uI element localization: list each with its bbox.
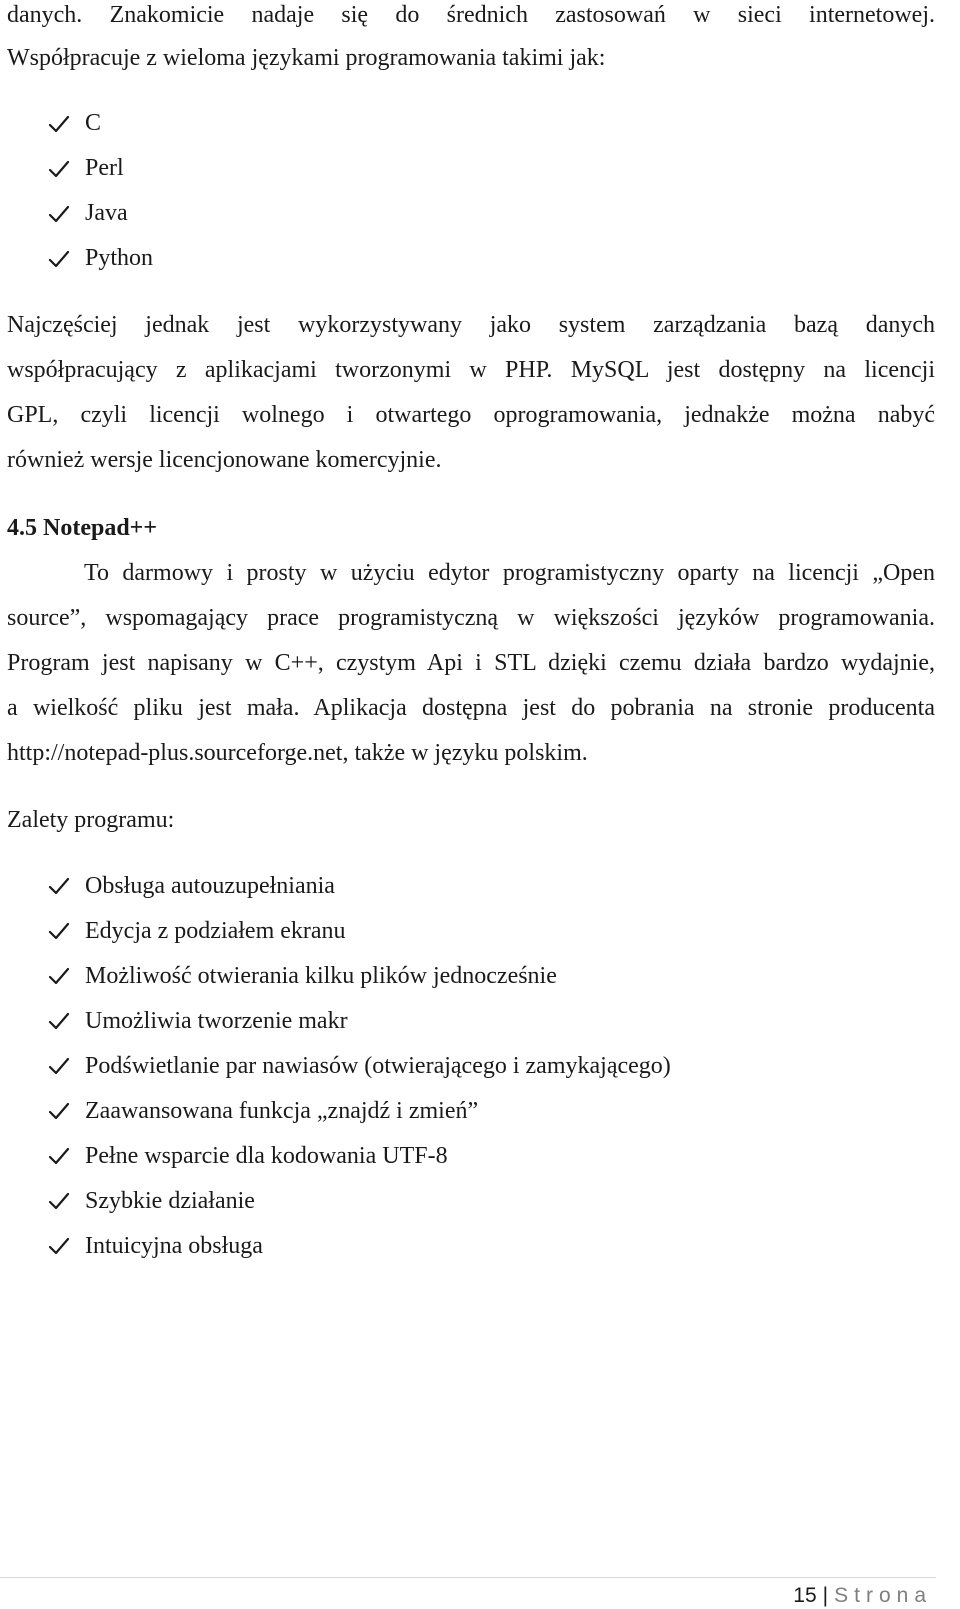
paragraph-line: współpracujący z aplikacjami tworzonymi w PHP. MySQL jest dostępny na licencji <box>7 357 935 383</box>
checkmark-icon <box>47 1234 71 1258</box>
footer-separator: | <box>822 1584 829 1607</box>
page-number: 15 <box>793 1584 817 1607</box>
checkmark-icon <box>47 964 71 988</box>
checkmark-icon <box>47 1009 71 1033</box>
advantage-item: Podświetlanie par nawiasów (otwierającego i zamykającego) <box>85 1053 671 1079</box>
advantage-item: Umożliwia tworzenie makr <box>85 1008 348 1034</box>
checkmark-icon <box>47 874 71 898</box>
paragraph-line: source”, wspomagający prace programistyczną w większości języków programowania. <box>7 605 935 631</box>
language-item: Python <box>85 245 154 271</box>
advantage-item: Edycja z podziałem ekranu <box>85 918 346 944</box>
paragraph-line: Najczęściej jednak jest wykorzystywany jako system zarządzania bazą danych <box>7 312 935 338</box>
paragraph-line: http://notepad-plus.sourceforge.net, także w języku polskim. <box>7 740 588 766</box>
checkmark-icon <box>47 919 71 943</box>
advantage-item: Możliwość otwierania kilku plików jednocześnie <box>85 963 557 989</box>
language-item: Java <box>85 200 128 226</box>
advantage-item: Intuicyjna obsługa <box>85 1233 263 1259</box>
checkmark-icon <box>47 247 71 271</box>
checkmark-icon <box>47 1099 71 1123</box>
language-item: C <box>85 110 102 136</box>
paragraph-line: GPL, czyli licencji wolnego i otwartego oprogramowania, jednakże można nabyć <box>7 402 935 428</box>
page-footer <box>793 1584 932 1608</box>
footer-divider <box>0 1577 936 1578</box>
advantage-item: Zaawansowana funkcja „znajdź i zmień” <box>85 1098 479 1124</box>
advantages-title: Zalety programu: <box>7 807 175 833</box>
paragraph-line: Program jest napisany w C++, czystym Api i STL dzięki czemu działa bardzo wydajnie, <box>7 650 935 676</box>
checkmark-icon <box>47 112 71 136</box>
checkmark-icon <box>47 1189 71 1213</box>
advantage-item: Szybkie działanie <box>85 1188 255 1214</box>
advantage-item: Pełne wsparcie dla kodowania UTF-8 <box>85 1143 448 1169</box>
checkmark-icon <box>47 157 71 181</box>
intro-line-2: Współpracuje z wieloma językami programowania takimi jak: <box>7 45 606 71</box>
page-label: Strona <box>834 1584 932 1607</box>
paragraph-line: To darmowy i prosty w użyciu edytor programistyczny oparty na licencji „Open <box>84 560 935 586</box>
section-heading: 4.5 Notepad++ <box>7 515 158 541</box>
advantage-item: Obsługa autouzupełniania <box>85 873 335 899</box>
intro-line-1: danych. Znakomicie nadaje się do średnich zastosowań w sieci internetowej. <box>7 2 935 28</box>
checkmark-icon <box>47 1144 71 1168</box>
paragraph-line: również wersje licencjonowane komercyjnie. <box>7 447 442 473</box>
language-item: Perl <box>85 155 124 181</box>
checkmark-icon <box>47 202 71 226</box>
paragraph-line: a wielkość pliku jest mała. Aplikacja dostępna jest do pobrania na stronie producenta <box>7 695 935 721</box>
checkmark-icon <box>47 1054 71 1078</box>
